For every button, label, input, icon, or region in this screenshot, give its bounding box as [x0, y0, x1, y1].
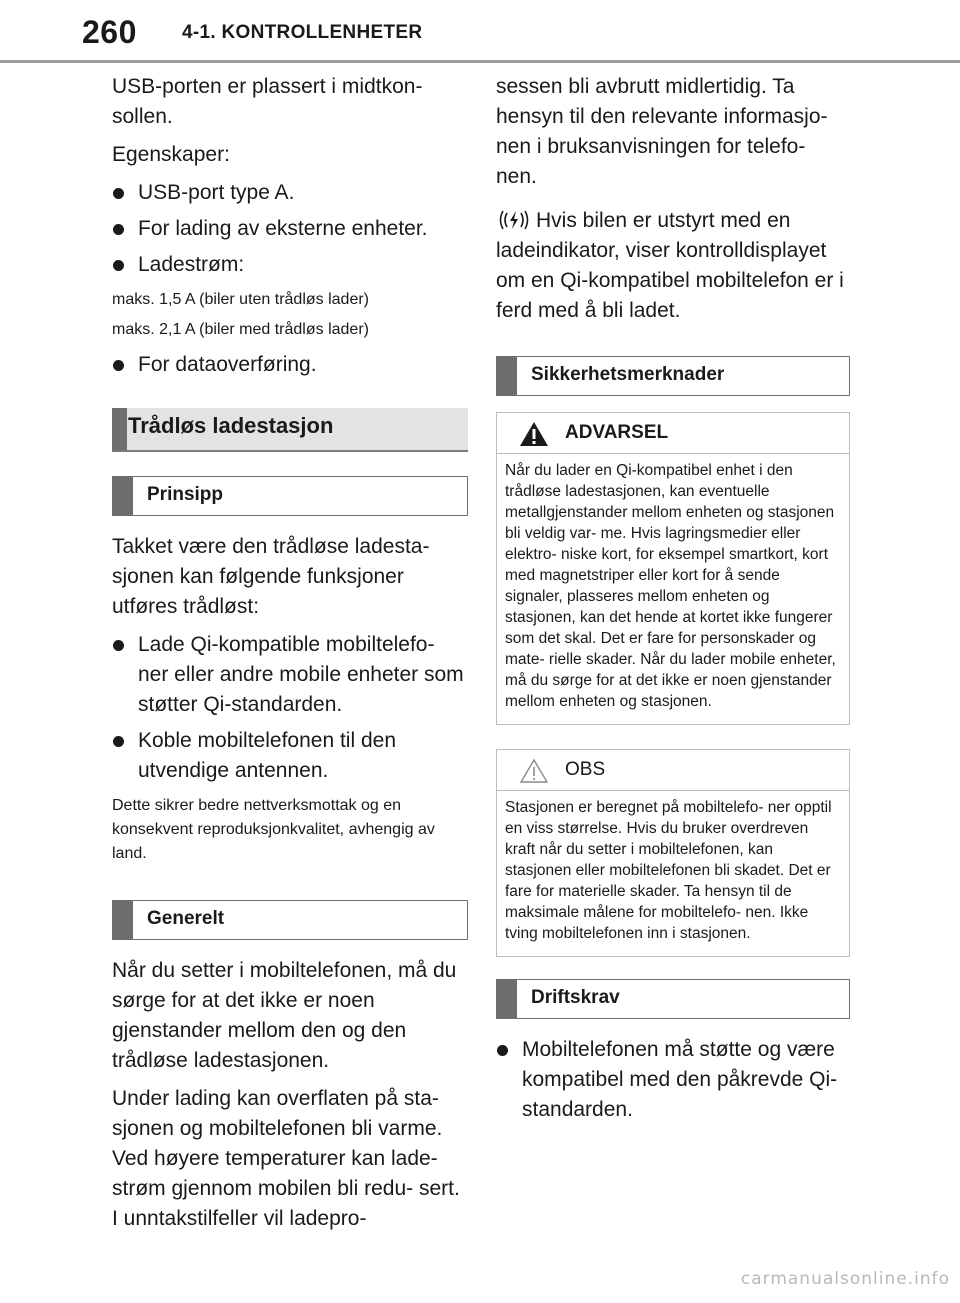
- section-title: Trådløs ladestasjon: [128, 413, 334, 438]
- page-number: 260: [82, 14, 137, 50]
- subheading-general: [112, 900, 468, 940]
- list-item: Koble mobiltelefonen til den utvendige antennen.: [112, 726, 468, 786]
- charge-note-1: maks. 1,5 A (biler uten trådløs lader): [112, 291, 369, 308]
- notice-title: OBS: [565, 759, 606, 780]
- warning-title: ADVARSEL: [565, 422, 669, 443]
- charge-note-2: maks. 2,1 A (biler med trådløs lader): [112, 321, 369, 338]
- continued-text: sessen bli avbrutt midlertidig. Ta hensyn til den relevante informasjo- nen i bruksanvisningen for telefo- nen.: [496, 75, 828, 188]
- subheading-marker: [113, 901, 133, 939]
- right-column: [496, 66, 850, 1131]
- warning-header: [497, 413, 849, 454]
- subheading-title: Prinsipp: [147, 484, 224, 505]
- subheading-requirements: [496, 979, 850, 1019]
- subheading-marker: [497, 980, 517, 1018]
- section-heading: [112, 408, 468, 452]
- properties-label: Egenskaper:: [112, 143, 230, 166]
- list-item: Mobiltelefonen må støtte og være kompatibel med den påkrevde Qi-standarden.: [496, 1035, 850, 1125]
- subheading-title: Generelt: [147, 908, 225, 929]
- watermark: carmanualsonline.info: [740, 1269, 950, 1289]
- subheading-title: Driftskrav: [531, 987, 620, 1008]
- subheading-safety: [496, 356, 850, 396]
- header-divider: [0, 60, 960, 63]
- usb-location-text: USB-porten er plassert i midtkon- sollen.: [112, 75, 423, 128]
- warning-box: [496, 412, 850, 725]
- left-column: [112, 66, 468, 1242]
- wireless-charging-icon: [496, 208, 532, 232]
- page-header: [0, 0, 960, 64]
- list-item: For lading av eksterne enheter.: [112, 214, 468, 244]
- list-item: For dataoverføring.: [112, 350, 468, 380]
- antenna-note: Dette sikrer bedre nettverksmottak og en konsekvent reproduksjonkvalitet, avhengig av land.: [112, 797, 435, 862]
- list-item: Lade Qi-kompatible mobiltelefo- ner eller andre mobile enheter som støtter Qi-standarden.: [112, 630, 468, 720]
- caution-icon: [519, 758, 549, 784]
- section-marker: [112, 408, 127, 450]
- general-text-2: Under lading kan overflaten på sta- sjonen og mobiltelefonen bli varme. Ved høyere temperaturer kan lade- strøm gjennom mobilen bli redu- sert. I unntakstilfeller vil ladepro-: [112, 1087, 460, 1230]
- notice-header: [497, 750, 849, 791]
- notice-text: Stasjonen er beregnet på mobiltelefo- ner opptil en viss størrelse. Hvis du bruker overdreven kraft når du setter i mobiltelefonen, kan stasjonen eller mobiltelefonen bli skadet. Det er fare for materielle skader. Ta hensyn til de maksimale målene for mobiltelefo- nen. Ikke tving mobiltelefonen inn i stasjonen.: [505, 799, 832, 942]
- list-item: Ladestrøm:: [112, 250, 468, 280]
- list-item: USB-port type A.: [112, 178, 468, 208]
- warning-icon: [519, 421, 549, 447]
- subheading-principle: [112, 476, 468, 516]
- warning-text: Når du lader en Qi-kompatibel enhet i den trådløse ladestasjonen, kan eventuelle metallgjenstander mellom enheten og stasjonen bli veldig var- me. Hvis lagringsmedier eller elektro- niske kort, for eksempel smartkort, kort med magnetstriper eller kort for å sende signaler, plasseres mellom enheten og stasjonen, kan det hende at kortet ikke fungerer som det skal. Det er fare for personskader og mate- rielle skader. Når du lader mobile enheter, må du sørge for at det ikke er noen gjenstander mellom enheten og stasjonen.: [505, 462, 836, 710]
- principle-text: Takket være den trådløse ladesta- sjonen kan følgende funksjoner utføres trådløst:: [112, 535, 430, 618]
- indicator-text-content: Hvis bilen er utstyrt med en ladeindikator, viser kontrolldisplayet om en Qi-kompatibel mobiltelefon er i ferd med å bli ladet.: [496, 209, 844, 322]
- subheading-title: Sikkerhetsmerknader: [531, 364, 725, 385]
- general-text-1: Når du setter i mobiltelefonen, må du sørge for at det ikke er noen gjenstander mellom den og den trådløse ladestasjonen.: [112, 959, 457, 1072]
- chapter-title: 4-1. KONTROLLENHETER: [182, 22, 423, 43]
- notice-box: [496, 749, 850, 957]
- subheading-marker: [497, 357, 517, 395]
- indicator-text: [496, 206, 850, 326]
- subheading-marker: [113, 477, 133, 515]
